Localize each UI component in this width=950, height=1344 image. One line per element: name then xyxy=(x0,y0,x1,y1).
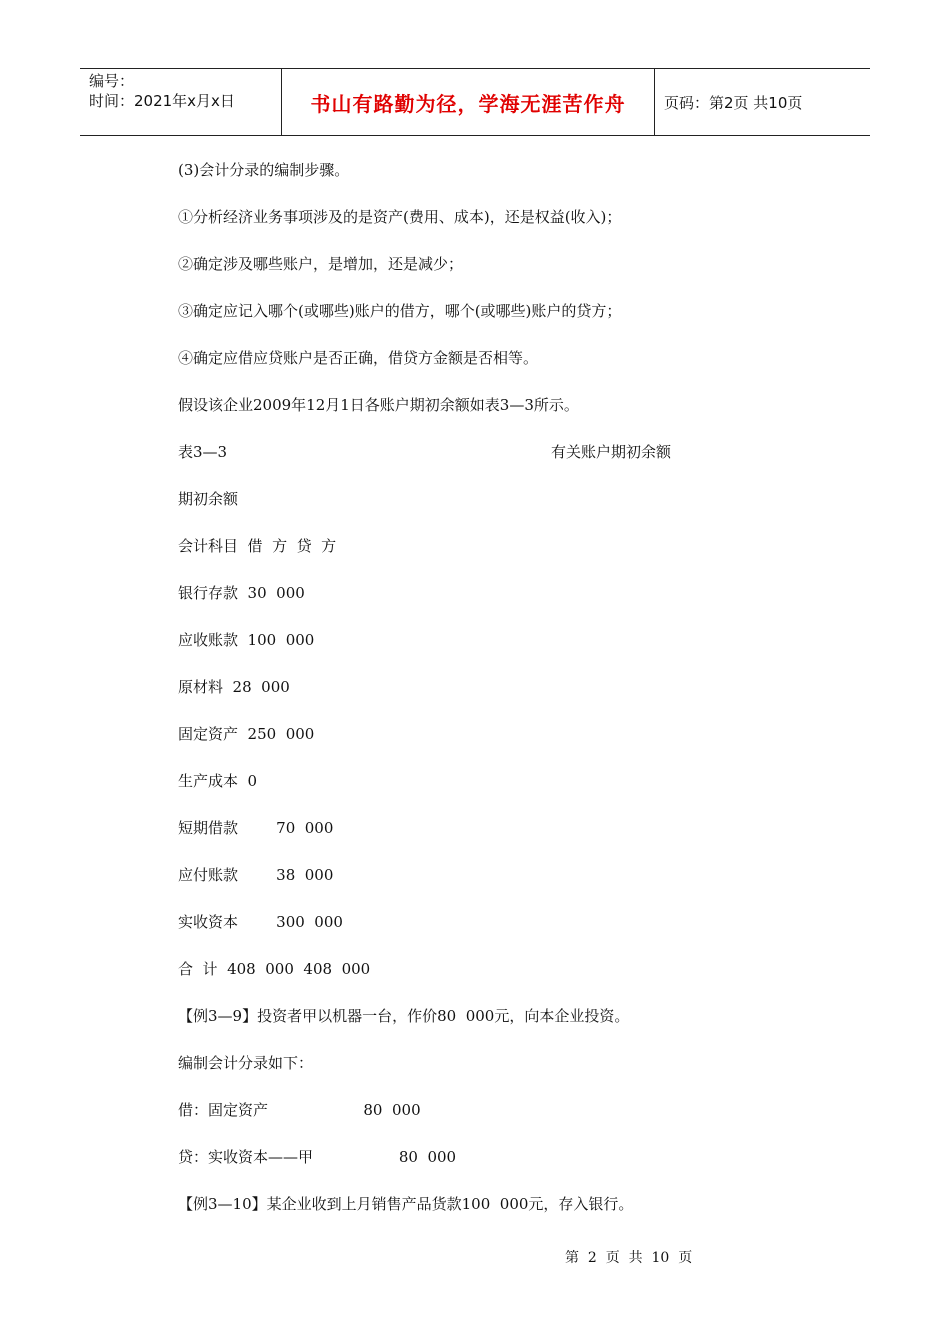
header-page-info: 页码：第2页 共10页 xyxy=(664,93,803,112)
text-line: 应付账款 38 000 xyxy=(178,866,334,884)
text-line: 期初余额 xyxy=(178,490,239,508)
text-line: 合 计 408 000 408 000 xyxy=(178,960,371,978)
header-motto: 书山有路勤为径，学海无涯苦作舟 xyxy=(282,69,655,135)
text-line: 银行存款 30 000 xyxy=(178,584,305,602)
text-line: ③确定应记入哪个(或哪些)账户的借方，哪个(或哪些)账户的贷方； xyxy=(178,302,622,320)
text-line: 生产成本 0 xyxy=(178,772,258,790)
text-line: ④确定应借应贷账户是否正确，借贷方金额是否相等。 xyxy=(178,349,539,367)
text-line: 原材料 28 000 xyxy=(178,678,290,696)
text-line: 固定资产 250 000 xyxy=(178,725,315,743)
number-label: 编号： xyxy=(89,72,135,90)
text-line: 贷：实收资本——甲 80 000 xyxy=(178,1148,457,1166)
text-line: 借：固定资产 80 000 xyxy=(178,1101,421,1119)
text-line: 【例3—10】某企业收到上月销售产品货款100 000元，存入银行。 xyxy=(178,1195,634,1213)
text-line: 【例3—9】投资者甲以机器一台，作价80 000元，向本企业投资。 xyxy=(178,1007,630,1025)
text-line: 实收资本 300 000 xyxy=(178,913,343,931)
header-meta xyxy=(80,69,282,135)
table-label: 表3—3 xyxy=(178,443,228,461)
page-footer: 第 2 页 共 10 页 xyxy=(565,1250,693,1266)
text-line: 假设该企业2009年12月1日各账户期初余额如表3—3所示。 xyxy=(178,396,579,414)
table-title: 有关账户期初余额 xyxy=(551,443,672,461)
text-line: (3)会计分录的编制步骤。 xyxy=(178,161,350,179)
time-label: 时间：2021年x月x日 xyxy=(89,92,235,110)
text-line: 会计科目 借 方 贷 方 xyxy=(178,537,337,555)
text-line: 短期借款 70 000 xyxy=(178,819,334,837)
text-line: ①分析经济业务事项涉及的是资产(费用、成本)，还是权益(收入)； xyxy=(178,208,622,226)
text-line: ②确定涉及哪些账户，是增加，还是减少； xyxy=(178,255,464,273)
text-line: 应收账款 100 000 xyxy=(178,631,315,649)
page-header xyxy=(80,68,870,136)
text-line: 编制会计分录如下： xyxy=(178,1054,314,1072)
